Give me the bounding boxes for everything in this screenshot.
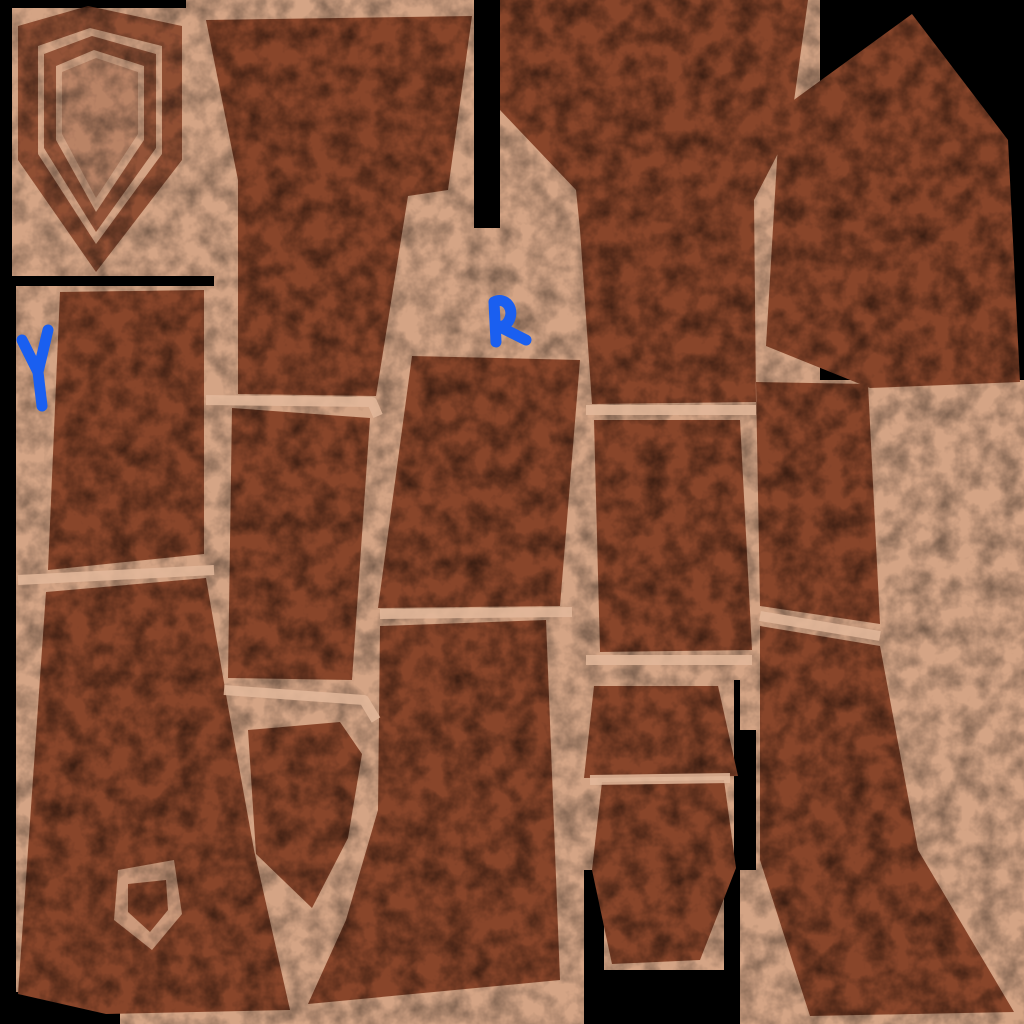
hide-panel (594, 420, 752, 652)
hide-panel (378, 356, 580, 608)
hide-panel (48, 290, 204, 570)
hide-panel (228, 408, 370, 680)
hide-panel (756, 382, 880, 624)
hide-panel (584, 686, 738, 778)
